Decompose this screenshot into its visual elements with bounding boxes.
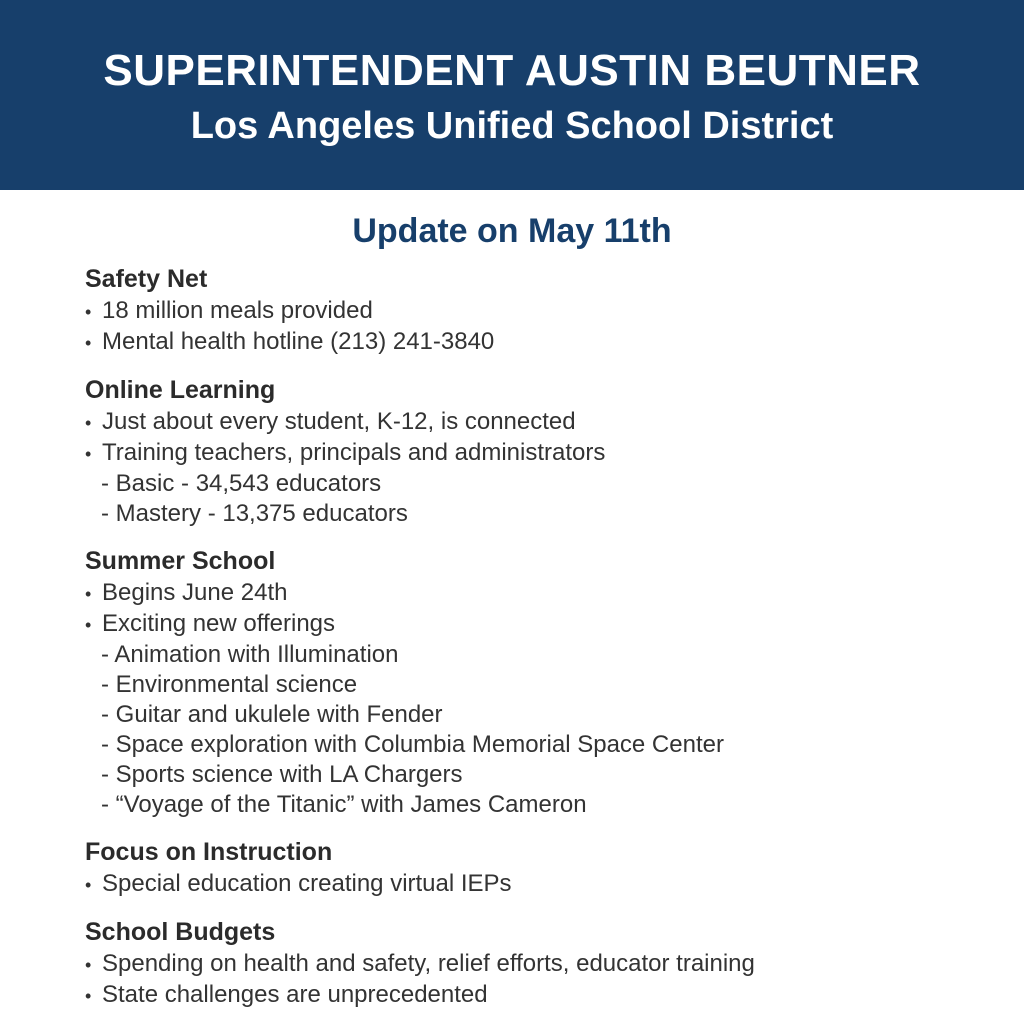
section-focus-on-instruction <box>85 837 985 900</box>
sub-item-text: Guitar and ukulele with Fender <box>115 701 443 728</box>
section-school-budgets <box>85 917 985 1011</box>
header-title: SUPERINTENDENT AUSTIN BEUTNER <box>103 46 921 95</box>
section-heading: Focus on Instruction <box>85 838 333 866</box>
bullet-text: Just about every student, K-12, is connected <box>102 408 576 435</box>
sub-item-text: Environmental science <box>115 671 358 698</box>
section-safety-net <box>85 264 985 358</box>
bullet-item <box>85 980 985 1011</box>
section-online-learning <box>85 375 985 529</box>
bullet-item <box>85 407 985 438</box>
bullet-item <box>85 327 985 358</box>
update-content <box>85 264 985 1028</box>
bullet-item <box>85 949 985 980</box>
bullet-text: 18 million meals provided <box>102 297 373 324</box>
section-heading: Summer School <box>85 547 276 575</box>
sub-item <box>85 760 985 790</box>
bullet-text: Begins June 24th <box>102 579 288 606</box>
bullet-text: Mental health hotline (213) 241-3840 <box>102 328 495 355</box>
bullet-item <box>85 438 985 469</box>
section-summer-school <box>85 546 985 820</box>
update-title: Update on May 11th <box>352 212 672 250</box>
bullet-text: Training teachers, principals and administrators <box>102 439 606 466</box>
header-subtitle: Los Angeles Unified School District <box>190 105 834 147</box>
bullet-item <box>85 609 985 640</box>
bullet-item <box>85 296 985 327</box>
sub-item <box>85 790 985 820</box>
sub-item <box>85 640 985 670</box>
sub-item <box>85 670 985 700</box>
sub-item-text: Space exploration with Columbia Memorial Space Center <box>115 731 724 758</box>
sub-item-text: Animation with Illumination <box>114 641 399 668</box>
bullet-text: State challenges are unprecedented <box>102 981 488 1008</box>
bullet-text: Exciting new offerings <box>102 610 336 637</box>
sub-item <box>85 499 985 529</box>
bullet-item <box>85 578 985 609</box>
section-heading: School Budgets <box>85 918 276 946</box>
header-banner <box>0 0 1024 190</box>
sub-item <box>85 730 985 760</box>
sub-item <box>85 700 985 730</box>
bullet-text: Special education creating virtual IEPs <box>102 870 512 897</box>
sub-item-text: Sports science with LA Chargers <box>115 761 463 788</box>
sub-item-text: Mastery - 13,375 educators <box>115 500 408 527</box>
sub-item <box>85 469 985 499</box>
bullet-text: Spending on health and safety, relief efforts, educator training <box>102 950 755 977</box>
section-heading: Safety Net <box>85 265 208 293</box>
sub-item-text: Basic - 34,543 educators <box>115 470 382 497</box>
bullet-item <box>85 869 985 900</box>
sub-item-text: “Voyage of the Titanic” with James Cameron <box>115 791 587 818</box>
section-heading: Online Learning <box>85 376 276 404</box>
